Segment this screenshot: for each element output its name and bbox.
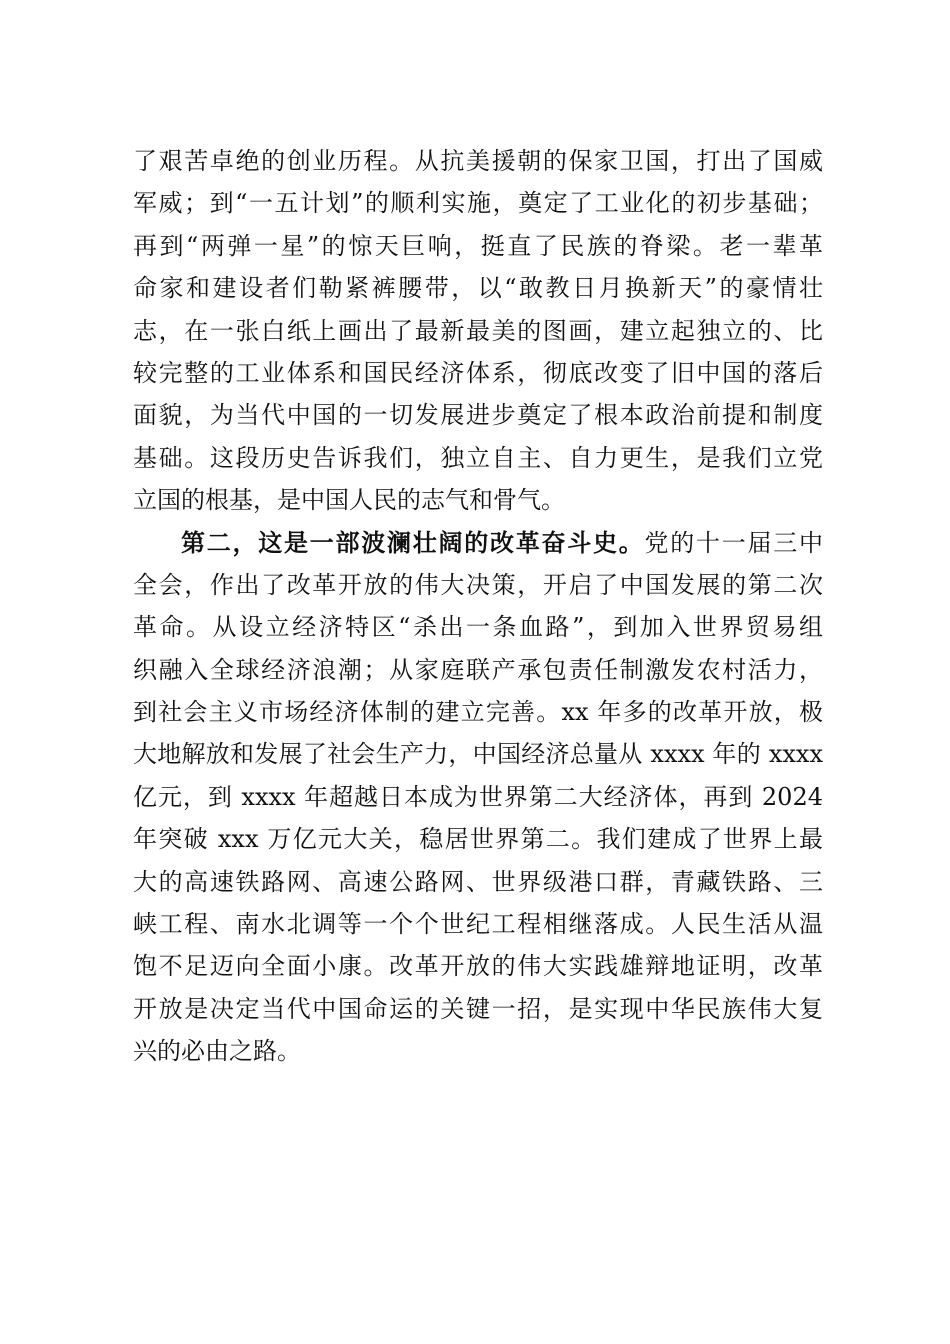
paragraph-2-line: 到社会主义市场经济体制的建立完善。xx 年多的改革开放，极 bbox=[133, 698, 823, 727]
paragraph-1-line: 命家和建设者们勒紧裤腰带，以“敢教日月换新天”的豪情壮 bbox=[133, 274, 823, 303]
paragraph-2-first-line-rest: 党的十一届三中 bbox=[644, 528, 823, 557]
paragraph-2-line: 全会，作出了改革开放的伟大决策，开启了中国发展的第二次 bbox=[133, 570, 823, 599]
paragraph-2-heading: 第二，这是一部波澜壮阔的改革奋斗史。 bbox=[181, 527, 645, 557]
paragraph-1-line: 志，在一张白纸上画出了最新最美的图画，建立起独立的、比 bbox=[133, 316, 823, 345]
paragraph-2-line: 革命。从设立经济特区“杀出一条血路”，到加入世界贸易组 bbox=[133, 613, 823, 642]
paragraph-1-line: 了艰苦卓绝的创业历程。从抗美援朝的保家卫国，打出了国威 bbox=[133, 147, 823, 175]
paragraph-2-line: 年突破 xxx 万亿元大关，稳居世界第二。我们建成了世界上最 bbox=[133, 825, 823, 854]
paragraph-1-line: 军威；到“一五计划”的顺利实施，奠定了工业化的初步基础； bbox=[133, 189, 823, 218]
paragraph-2-line: 兴的必由之路。 bbox=[133, 1037, 301, 1066]
paragraph-1-line: 较完整的工业体系和国民经济体系，彻底改变了旧中国的落后 bbox=[133, 358, 823, 387]
paragraph-2-line: 大地解放和发展了社会生产力，中国经济总量从 xxxx 年的 xxxx bbox=[133, 740, 823, 769]
paragraph-2-line: 大的高速铁路网、高速公路网、世界级港口群，青藏铁路、三 bbox=[133, 867, 823, 896]
paragraph-2-line: 亿元，到 xxxx 年超越日本成为世界第二大经济体，再到 2024 bbox=[133, 782, 823, 811]
paragraph-1-line: 再到“两弹一星”的惊天巨响，挺直了民族的脊梁。老一辈革 bbox=[133, 231, 823, 260]
paragraph-2-line: 开放是决定当代中国命运的关键一招，是实现中华民族伟大复 bbox=[133, 994, 823, 1023]
paragraph-2-line: 织融入全球经济浪潮；从家庭联产承包责任制激发农村活力， bbox=[133, 655, 823, 684]
paragraph-1-line: 基础。这段历史告诉我们，独立自主、自力更生，是我们立党 bbox=[133, 443, 823, 472]
paragraph-2-line: 峡工程、南水北调等一个个世纪工程相继落成。人民生活从温 bbox=[133, 910, 823, 939]
paragraph-2-first-line bbox=[133, 522, 823, 564]
paragraph-2-line: 饱不足迈向全面小康。改革开放的伟大实践雄辩地证明，改革 bbox=[133, 952, 823, 981]
paragraph-1-line: 立国的根基，是中国人民的志气和骨气。 bbox=[133, 486, 565, 515]
paragraph-1-line: 面貌，为当代中国的一切发展进步奠定了根本政治前提和制度 bbox=[133, 401, 823, 430]
document-body bbox=[133, 140, 823, 1073]
